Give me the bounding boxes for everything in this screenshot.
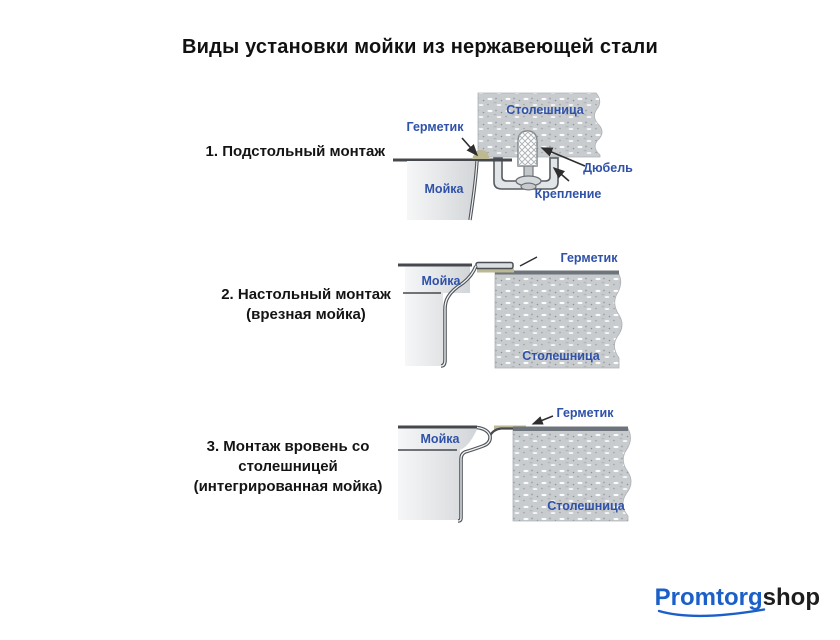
arrow-to-sealant [533,416,553,424]
logo-suffix-text: shop [762,584,820,611]
sealant-pointer-line [520,257,537,266]
label-sealant-2: Герметик [560,251,618,265]
logo-swoosh [657,608,767,622]
step-line: 3. Монтаж вровень со [206,438,370,455]
countertop-top-edge [513,427,628,432]
step-line: 2. Настольный монтаж [221,286,391,303]
step-label-flush [168,437,408,497]
step-label-inset [186,285,426,325]
label-dowel-1: Дюбель [583,161,633,175]
label-sealant-3: Герметик [556,406,614,420]
step-line: (врезная мойка) [246,305,366,323]
step-line: (интегрированная мойка) [193,477,383,495]
dowel-pin [518,131,537,166]
promtorgshop-logo [655,584,820,618]
label-sink-2: Мойка [421,274,461,288]
step-line: столешницей [238,457,338,475]
label-countertop-3: Столешница [547,499,625,513]
countertop-seam-line [490,429,513,437]
sink-rim-lip [476,263,513,269]
label-sink-1: Мойка [424,182,464,196]
arrow-to-sealant [462,138,477,155]
label-countertop-2: Столешница [522,349,600,363]
label-sealant-1: Герметик [406,120,464,134]
step-line: 1. Подстольный монтаж [205,143,385,160]
page-title: Виды установки мойки из нержавеющей стали [182,36,658,58]
logo-brand-text: Promtorg [654,584,763,611]
step-label-undermount [150,142,385,162]
label-bracket-1: Крепление [534,187,602,201]
label-sink-3: Мойка [420,432,460,446]
label-countertop-1: Столешница [506,103,584,117]
